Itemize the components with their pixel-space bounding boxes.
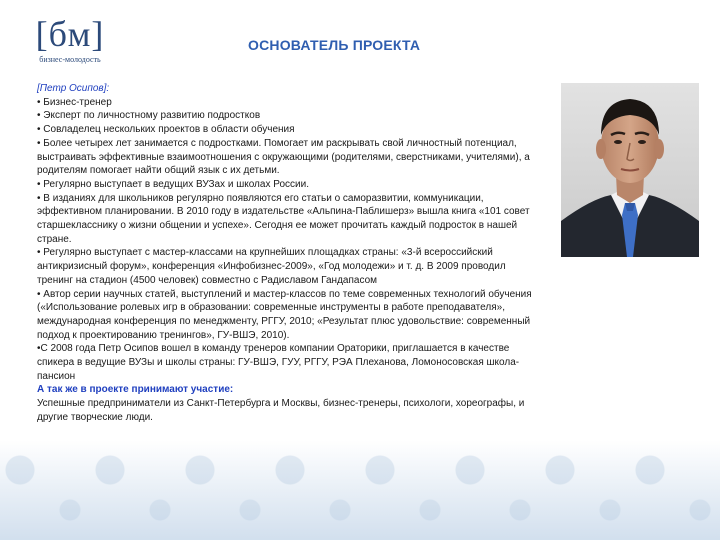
bio-item: •С 2008 года Петр Осипов вошел в команду тренеров компании Ораторики, приглашается в качестве спикера в ведущие ВУЗы и школы страны: ГУ-ВШЭ, ГУУ, РГГУ, РЭА Плеханова, Ломоносовская школа-пансион bbox=[37, 343, 520, 382]
bio-item: • Совладелец нескольких проектов в области обучения bbox=[37, 124, 295, 136]
bio-item: • Регулярно выступает в ведущих ВУЗах и школах России. bbox=[37, 178, 309, 190]
bio-item: • Эксперт по личностному развитию подростков bbox=[37, 110, 261, 122]
logo-mark: [бм] bbox=[35, 14, 105, 54]
bio-item: • Автор серии научных статей, выступлений и мастер-классов по теме современных технологий обучения («Использование ролевых игр в образовании: современные инструменты в работе преподавателя», международная конференция по менеджменту, РГГУ, 2010; «Результат плюс удовольствие: современный подход к проектированию тренингов», ГУ-ВШЭ, 2010). bbox=[37, 288, 532, 341]
logo bbox=[30, 14, 110, 70]
bio-text bbox=[37, 82, 542, 425]
background-pattern bbox=[0, 440, 720, 540]
bio-item: • Более четырех лет занимается с подростками. Помогает им раскрывать свой личностный потенциал, выстраивать эффективные взаимоотношения с окружающими (родителями, сверстниками, учителями), а родителям помогает найти общий язык с их детьми. bbox=[37, 137, 530, 177]
participants-text: Успешные предприниматели из Санкт-Петербурга и Москвы, бизнес-тренеры, психологи, хореографы, и другие творческие люди. bbox=[37, 398, 525, 423]
founder-photo bbox=[561, 83, 699, 257]
bio-item: • В изданиях для школьников регулярно появляются его статьи о саморазвитии, коммуникации, эффективном планировании. В 2010 году в издательстве «Альпина-Паблишерз» вышла книга «101 совет старшекласснику о жизни общении и успехе». Сегодня ее может прочитать каждый подросток в нашей стране. bbox=[37, 192, 530, 245]
portrait-image bbox=[561, 83, 699, 257]
logo-subtitle: бизнес-молодость bbox=[39, 55, 101, 64]
bio-item: • Бизнес-тренер bbox=[37, 96, 112, 108]
bio-item: • Регулярно выступает с мастер-классами на крупнейших площадках страны: «3-й всероссийский антикризисный форум», конференция «Инфобизнес-2009», «Год молодежи» и т. д. В 2009 проводил тренинг на стадион (4500 человек) совместно с Радиславом Гандапасом bbox=[37, 247, 506, 286]
page-title: ОСНОВАТЕЛЬ ПРОЕКТА bbox=[248, 37, 421, 53]
person-name-header: [Петр Осипов]: bbox=[37, 83, 110, 94]
participants-heading: А так же в проекте принимают участие: bbox=[37, 384, 234, 396]
